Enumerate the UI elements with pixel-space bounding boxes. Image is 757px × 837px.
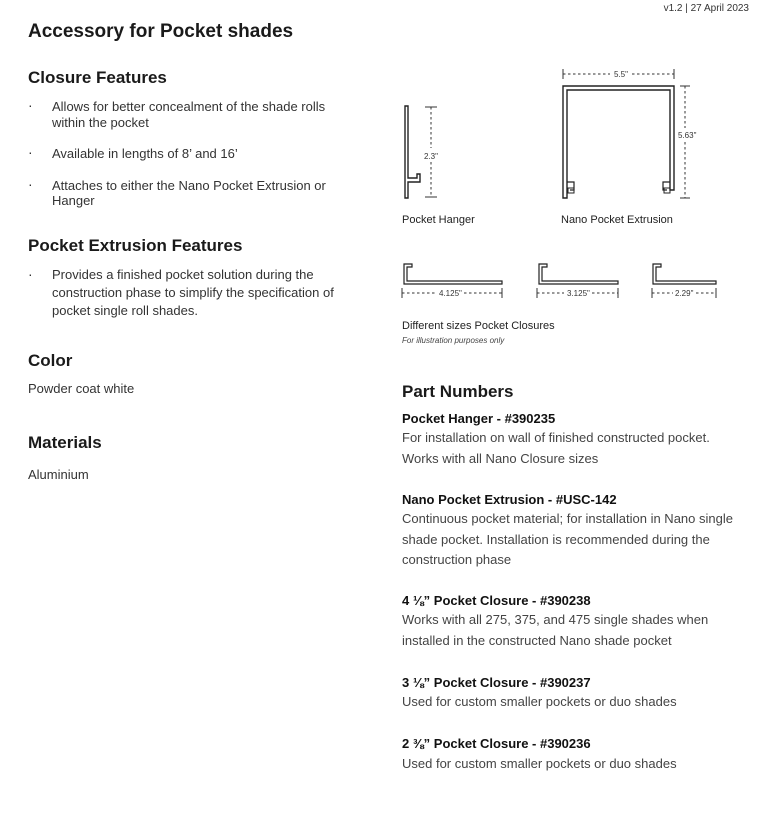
part-description-pocket-hanger: For installation on wall of finished constructed pocket. Works with all Nano Closure sizes [402,430,710,466]
part-name-nano-pocket-extrusion: Nano Pocket Extrusion - #USC-142 [402,492,617,507]
closure-size-label: 2.29" [675,289,694,298]
version-date: v1.2 | 27 April 2023 [663,3,749,14]
document-title: Accessory for Pocket shades [28,21,294,42]
illustration-note: For illustration purposes only [402,336,505,345]
pocket-extrusion-features-heading: Pocket Extrusion Features [28,236,243,255]
pocket-closures-diagram [398,258,728,302]
materials-heading: Materials [28,433,102,452]
nano-pocket-extrusion-caption: Nano Pocket Extrusion [561,214,673,226]
list-item: · Available in lengths of 8’ and 16’ [28,146,348,162]
part-description-4-1-8-closure: Works with all 275, 375, and 475 single shades when installed in the constructed Nano shade pocket [402,612,709,648]
hanger-height-label: 2.3" [424,152,438,161]
closure-size-label: 4.125" [439,289,462,298]
nano-pocket-extrusion-diagram [558,66,698,202]
part-description-nano-pocket-extrusion: Continuous pocket material; for installation in Nano single shade pocket. Installation is recommended during the construction phase [402,511,733,567]
pocket-hanger-diagram [398,100,458,204]
extrusion-height-label: 5.63" [678,131,697,140]
part-name-pocket-hanger: Pocket Hanger - #390235 [402,411,556,426]
part-name-3-1-8-closure: 3 ⅛” Pocket Closure - #390237 [402,675,591,690]
pocket-closures-caption: Different sizes Pocket Closures [402,320,555,332]
part-description-3-1-8-closure: Used for custom smaller pockets or duo shades [402,694,677,709]
materials-value: Aluminium [28,467,89,482]
closure-features-list [28,99,348,209]
pocket-extrusion-features-list [28,266,338,320]
part-numbers-heading: Part Numbers [402,382,514,401]
list-item: · Allows for better concealment of the shade rolls within the pocket [28,99,348,130]
list-item: · Provides a finished pocket solution during the construction phase to simplify the specification of pocket single roll shades. [28,266,338,320]
closure-features-heading: Closure Features [28,68,167,87]
extrusion-width-label: 5.5" [614,70,628,79]
color-value: Powder coat white [28,381,135,396]
pocket-hanger-caption: Pocket Hanger [402,214,475,226]
list-item: · Attaches to either the Nano Pocket Extrusion or Hanger [28,178,348,209]
part-name-4-1-8-closure: 4 ⅛” Pocket Closure - #390238 [402,593,591,608]
closure-size-label: 3.125" [567,289,590,298]
part-description-2-3-8-closure: Used for custom smaller pockets or duo shades [402,756,677,771]
color-heading: Color [28,351,73,370]
part-name-2-3-8-closure: 2 ⅜” Pocket Closure - #390236 [402,736,591,751]
